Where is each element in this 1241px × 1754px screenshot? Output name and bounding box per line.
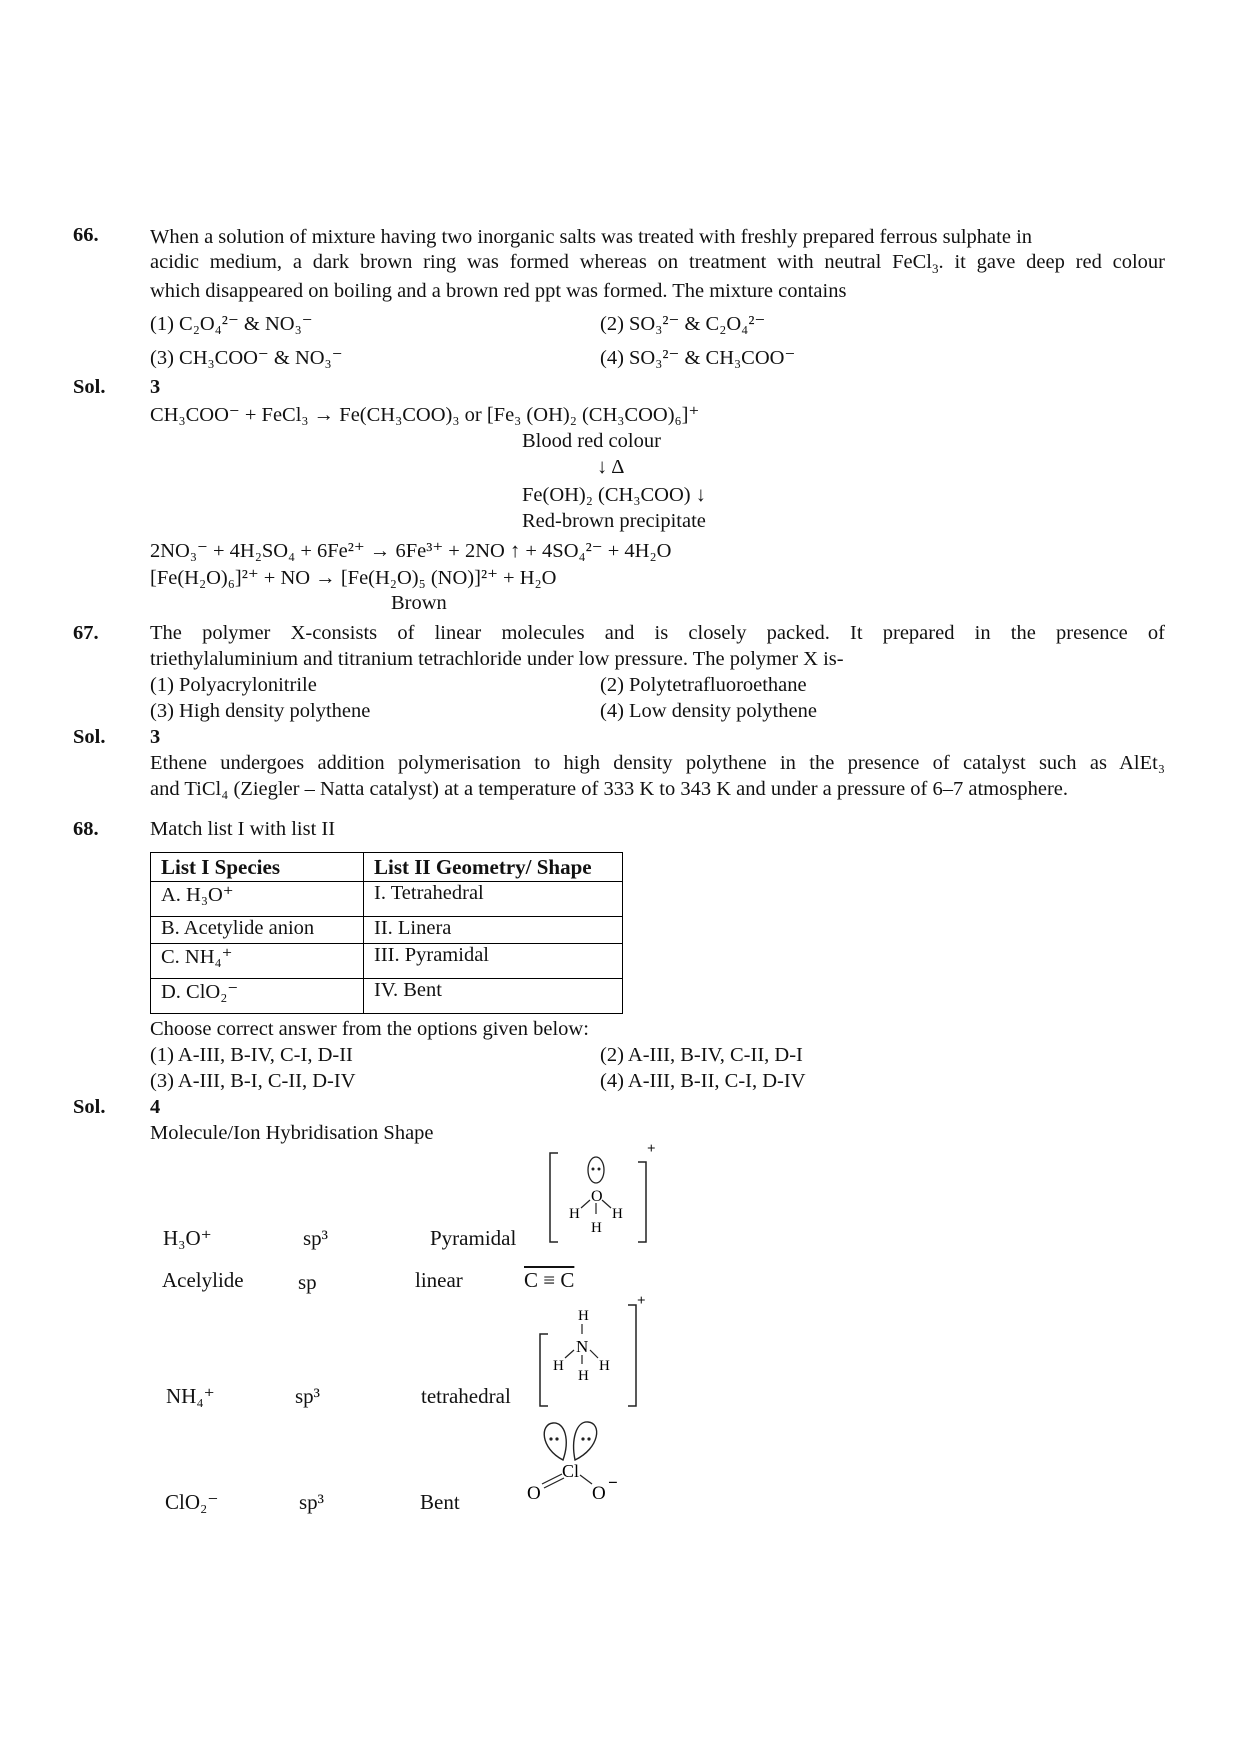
q66-option-3: (3) CH₃COO⁻ & NO₃⁻ [150,347,343,369]
q66-number: 66. [73,224,99,246]
table-cell: IV. Bent [364,979,623,1014]
table-cell: C. NH₄⁺ [151,944,364,979]
hydronium-h-left: H [569,1206,580,1222]
table-cell: II. Linera [364,917,623,944]
ammonium-h-top: H [578,1308,589,1324]
q67-sol-label: Sol. [73,726,106,748]
q66-eq1-label: Blood red colour [522,430,661,452]
hybrid-hyb-chlorite: sp³ [299,1490,324,1514]
q68-option-4: (4) A-III, B-II, C-I, D-IV [600,1070,806,1092]
hybrid-species-acetylide: Acelylide [162,1268,244,1292]
table-cell: A. H₃O⁺ [151,882,364,917]
hybrid-species-chlorite: ClO₂⁻ [165,1490,219,1514]
chlorite-center: Cl [562,1461,580,1481]
hydronium-center: O [591,1188,603,1205]
hybrid-shape-hydronium: Pyramidal [430,1226,517,1250]
q67-option-1: (1) Polyacrylonitrile [150,674,317,696]
table-row [151,882,623,917]
q66-option-1: (1) C₂O₄²⁻ & NO₃⁻ [150,313,313,335]
hydronium-h-bottom: H [591,1220,602,1236]
ammonium-charge: + [637,1293,646,1309]
q68-choose-text: Choose correct answer from the options given below: [150,1018,589,1040]
q66-sol-label: Sol. [73,376,106,398]
q68-answer: 4 [150,1096,161,1118]
q67-number: 67. [73,622,99,644]
q66-option-2: (2) SO₃²⁻ & C₂O₄²⁻ [600,313,766,335]
q66-option-4: (4) SO₃²⁻ & CH₃COO⁻ [600,347,796,369]
q66-text-line2 [150,251,1165,277]
q66-equation-3: [Fe(H₂O)₆]²⁺ + NO → [Fe(H₂O)₅ (NO)]²⁺ + H₂O [150,567,557,589]
q66-equation-1: CH₃COO⁻ + FeCl₃ → Fe(CH₃COO)₃ or [Fe₃ (OH)₂ (CH₃COO)₆]⁺ [150,404,700,426]
hybrid-shape-acetylide: linear [415,1268,463,1292]
q66-text-line2-main: acidic medium, a dark brown ring was formed whereas on treatment with neutral FeCl [150,251,933,273]
hydronium-h-right: H [612,1206,623,1222]
q68-option-2: (2) A-III, B-IV, C-II, D-I [600,1044,803,1066]
q67-answer: 3 [150,726,161,748]
table-row [151,979,623,1014]
q68-option-1: (1) A-III, B-IV, C-I, D-II [150,1044,353,1066]
ammonium-h-bottom: H [578,1368,589,1384]
q66-text-line1: When a solution of mixture having two inorganic salts was treated with freshly prepared ferrous sulphate in [150,226,1033,248]
hybrid-hyb-ammonium: sp³ [295,1384,320,1408]
ammonium-h-right: H [599,1358,610,1374]
q67-option-3: (3) High density polythene [150,700,371,722]
match-table [150,852,623,1014]
acetylide-structure: C ≡ C [524,1268,575,1292]
hydronium-charge: + [647,1141,656,1157]
chlorite-o-left: O [527,1483,541,1504]
q66-text-line2-end: . it gave deep red colour [938,251,1165,273]
table-row [151,944,623,979]
q66-eq3-label: Brown [391,592,447,614]
table-cell: D. ClO₂⁻ [151,979,364,1014]
hybrid-species-hydronium: H₃O⁺ [163,1226,212,1250]
q68-text: Match list I with list II [150,818,336,840]
match-header-list2: List II Geometry/ Shape [364,853,623,882]
chlorite-charge: − [608,1473,618,1492]
q68-option-3: (3) A-III, B-I, C-II, D-IV [150,1070,356,1092]
q68-solution-header: Molecule/Ion Hybridisation Shape [150,1122,434,1144]
q68-number: 68. [73,818,99,840]
hybrid-shape-ammonium: tetrahedral [421,1384,511,1408]
chlorite-structure [520,1418,630,1518]
q66-text-line3: which disappeared on boiling and a brown red ppt was formed. The mixture contains [150,280,847,302]
q67-text-line1: The polymer X-consists of linear molecules and is closely packed. It prepared in the presence of [150,622,1165,644]
hybrid-species-ammonium: NH₄⁺ [166,1384,215,1408]
match-table-header [151,853,623,882]
table-row [151,917,623,944]
hybrid-hyb-acetylide: sp [298,1270,317,1294]
q66-equation-2: 2NO₃⁻ + 4H₂SO₄ + 6Fe²⁺ → 6Fe³⁺ + 2NO ↑ + 4SO₄²⁻ + 4H₂O [150,540,672,562]
q66-answer: 3 [150,376,161,398]
q66-eq1-arrow: ↓ Δ [597,456,625,478]
hybrid-hyb-hydronium: sp³ [303,1226,328,1250]
table-cell: I. Tetrahedral [364,882,623,917]
q67-option-2: (2) Polytetrafluoroethane [600,674,807,696]
q67-solution-line1: Ethene undergoes addition polymerisation to high density polythene in the presence of catalyst such as AlEt₃ [150,752,1165,774]
match-header-list1: List I Species [151,853,364,882]
q66-eq1-product: Fe(OH)₂ (CH₃COO) ↓ [522,484,706,506]
chlorite-o-right: O [592,1483,606,1504]
ammonium-center: N [576,1337,589,1356]
hybrid-shape-chlorite: Bent [420,1490,460,1514]
q66-text-line2-sub: 3 [932,261,939,277]
hydronium-structure [548,1148,658,1248]
q67-solution-line2: and TiCl₄ (Ziegler – Natta catalyst) at a temperature of 333 K to 343 K and under a pressure of 6–7 atmosphere. [150,778,1068,800]
q67-text-line2: triethylaluminium and titranium tetrachloride under low pressure. The polymer X is- [150,648,844,670]
q66-eq1-product-label: Red-brown precipitate [522,510,706,532]
q68-sol-label: Sol. [73,1096,106,1118]
q67-option-4: (4) Low density polythene [600,700,817,722]
ammonium-structure [538,1300,648,1410]
table-cell: B. Acetylide anion [151,917,364,944]
table-cell: III. Pyramidal [364,944,623,979]
ammonium-h-left: H [553,1358,564,1374]
